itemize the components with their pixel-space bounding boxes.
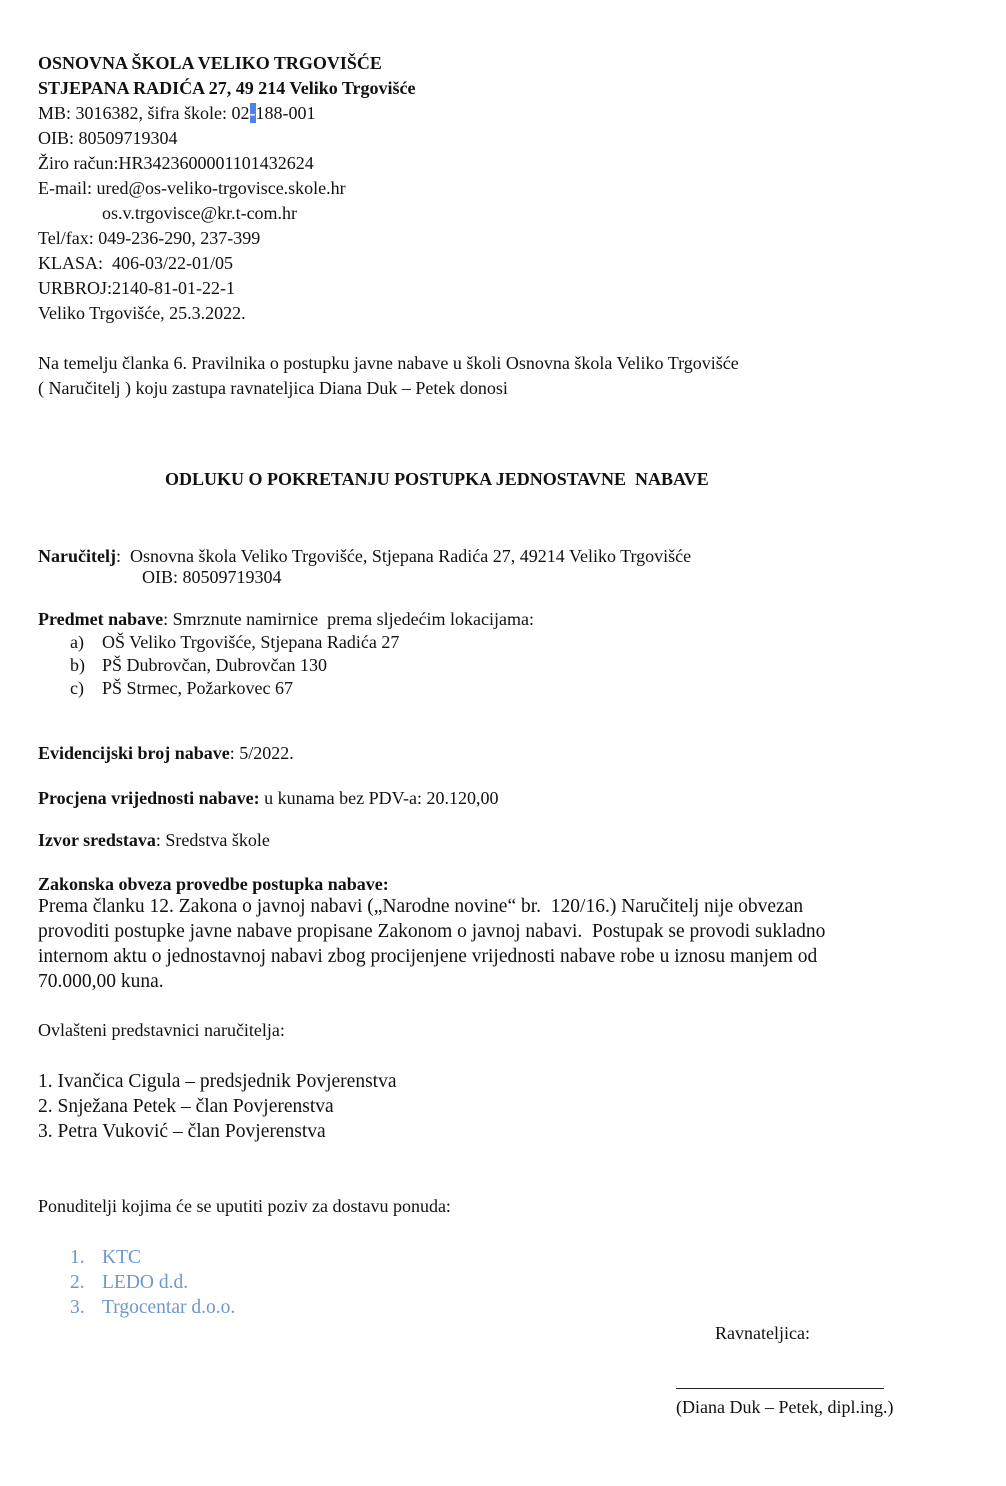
narucitelj-oib: OIB: 80509719304 [142,567,282,587]
mb-line [38,102,316,124]
narucitelj-label: Naručitelj [38,546,116,566]
bidder-name: KTC [102,1247,141,1268]
procjena-label: Procjena vrijednosti nabave: [38,788,260,808]
intro-line-2: ( Naručitelj ) koju zastupa ravnateljica Diana Duk – Petek donosi [38,378,508,398]
signature-name: (Diana Duk – Petek, dipl.ing.) [676,1397,894,1417]
zakonska-text-line: provoditi postupke javne nabave propisane Zakonom o javnoj nabavi. Postupak se provodi sukladno [38,921,826,942]
predmet-line [38,608,534,630]
predmet-label: Predmet nabave [38,609,164,629]
member-item: 3. Petra Vuković – član Povjerenstva [38,1121,326,1142]
zakonska-text-line: Prema članku 12. Zakona o javnoj nabavi („Narodne novine“ br. 120/16.) Naručitelj nije obvezan [38,896,804,917]
evidencijski-value: : 5/2022. [229,743,294,763]
bidder-number: 1. [70,1247,85,1268]
list-item-marker: a) [70,632,84,652]
zakonska-label: Zakonska obveza provedbe postupka nabave: [38,874,389,894]
procjena-line [38,787,498,809]
member-item: 1. Ivančica Cigula – predsjednik Povjerenstva [38,1071,397,1092]
mb-suffix: 188-001 [255,103,316,123]
urbroj-line: URBROJ:2140-81-01-22-1 [38,278,235,298]
signature-role: Ravnateljica: [715,1323,810,1343]
mb-prefix: MB: 3016382, šifra škole: 02 [38,103,250,123]
evidencijski-label: Evidencijski broj nabave [38,743,230,763]
list-item: PŠ Dubrovčan, Dubrovčan 130 [102,655,327,675]
izvor-line [38,829,270,851]
school-name: OSNOVNA ŠKOLA VELIKO TRGOVIŠĆE [38,53,382,73]
bidder-name: LEDO d.d. [102,1272,189,1293]
bidder-name: Trgocentar d.o.o. [102,1297,236,1318]
narucitelj-line [38,545,691,567]
mb-dash: - [249,103,256,123]
izvor-value: : Sredstva škole [155,830,270,850]
intro-line-1: Na temelju članka 6. Pravilnika o postupku javne nabave u školi Osnovna škola Veliko Trgovišće [38,353,739,373]
school-address: STJEPANA RADIĆA 27, 49 214 Veliko Trgovišće [38,78,416,98]
ovlasteni-heading: Ovlašteni predstavnici naručitelja: [38,1020,285,1040]
narucitelj-value: : Osnovna škola Veliko Trgovišće, Stjepana Radića 27, 49214 Veliko Trgovišće [115,546,692,566]
email-line-2: os.v.trgovisce@kr.t-com.hr [102,203,298,223]
list-item-marker: b) [70,655,85,675]
member-item: 2. Snježana Petek – član Povjerenstva [38,1096,334,1117]
procjena-value: u kunama bez PDV-a: 20.120,00 [259,788,499,808]
list-item: PŠ Strmec, Požarkovec 67 [102,678,293,698]
place-date-line: Veliko Trgovišće, 25.3.2022. [38,303,246,323]
ziro-line: Žiro račun:HR3423600001101432624 [38,153,314,173]
signature-line [676,1388,884,1389]
predmet-value: : Smrznute namirnice prema sljedećim lokacijama: [163,609,535,629]
telfax-line: Tel/fax: 049-236-290, 237-399 [38,228,261,248]
document-title: ODLUKU O POKRETANJU POSTUPKA JEDNOSTAVNE NABAVE [165,469,709,489]
oib-line: OIB: 80509719304 [38,128,178,148]
list-item: OŠ Veliko Trgovišće, Stjepana Radića 27 [102,632,400,652]
email-line: E-mail: ured@os-veliko-trgovisce.skole.hr [38,178,346,198]
zakonska-text-line: 70.000,00 kuna. [38,971,164,992]
bidder-number: 3. [70,1297,85,1318]
izvor-label: Izvor sredstava [38,830,156,850]
list-item-marker: c) [70,678,84,698]
zakonska-text-line: internom aktu o jednostavnoj nabavi zbog procijenjene vrijednosti nabave robe u iznosu manjem od [38,946,818,967]
bidder-number: 2. [70,1272,85,1293]
evidencijski-line [38,742,294,764]
ponuditelji-heading: Ponuditelji kojima će se uputiti poziv za dostavu ponuda: [38,1196,451,1216]
klasa-line: KLASA: 406-03/22-01/05 [38,253,233,273]
